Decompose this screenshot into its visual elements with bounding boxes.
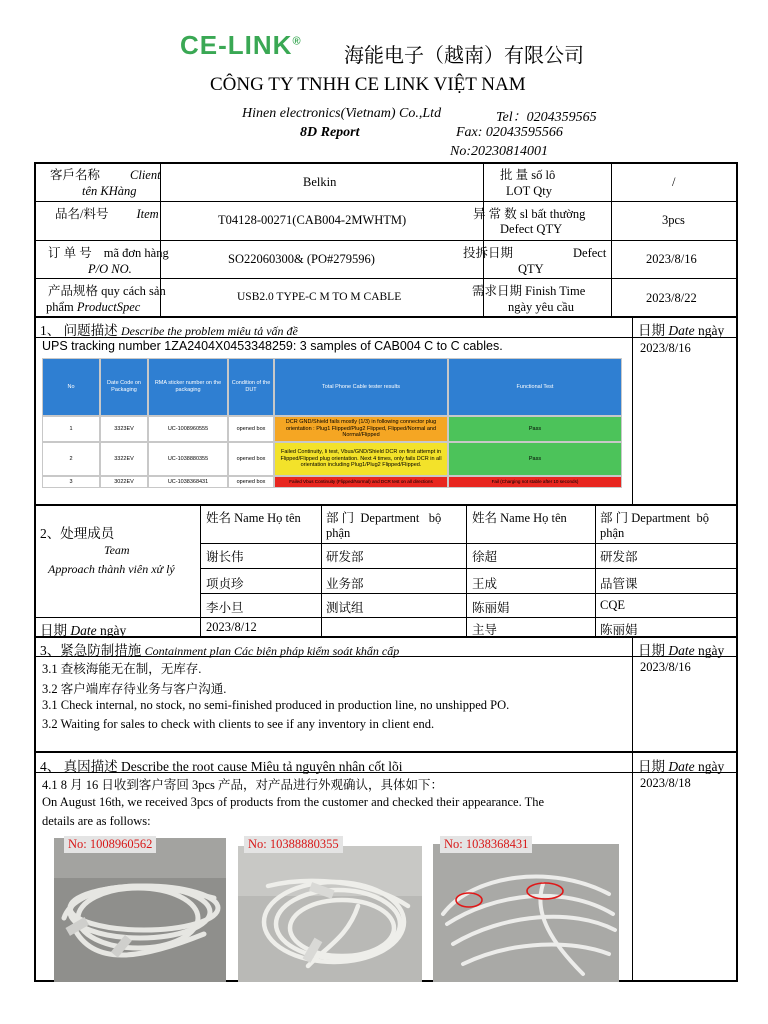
defect-qty-label: 异 常 数 sl bất thường <box>473 207 586 221</box>
finish-label: 需求日期 Finish Time <box>472 284 586 298</box>
member-dept: 研发部 <box>600 550 638 564</box>
table-cell: UC-1008960555 <box>148 416 228 442</box>
section-4-title: 4、 真因描述 Describe the root cause Miêu tả nguyên nhân cốt lõi <box>40 759 403 774</box>
table-cell: 3022EV <box>100 476 148 488</box>
team-label-vn: Approach thành viên xử lý <box>48 562 175 576</box>
member-dept: CQE <box>600 598 625 612</box>
section-2-date: 2023/8/12 <box>206 620 257 634</box>
cable-photo-3 <box>433 844 619 982</box>
company-name-en: Hinen electronics(Vietnam) Co.,Ltd <box>242 106 442 121</box>
table-cell: Fail (Charging not stable after 10 seconds) <box>448 476 622 488</box>
member-name: 陈丽娟 <box>472 601 510 615</box>
table-cell: 3322EV <box>100 442 148 476</box>
po-label-en: P/O NO. <box>88 262 132 276</box>
member-name: 王成 <box>472 577 498 591</box>
dept-header-2: 部 门 Department bộ <box>600 511 710 525</box>
table-cell: 3323EV <box>100 416 148 442</box>
company-name-vn: CÔNG TY TNHH CE LINK VIỆT NAM <box>210 74 526 95</box>
section-3-date-label: 日期 Date ngày <box>638 643 725 658</box>
table-cell: UC-1038880355 <box>148 442 228 476</box>
table-cell: Pass <box>448 442 622 476</box>
col-header-date-code: Date Code on Packaging <box>100 358 148 416</box>
problem-description: UPS tracking number 1ZA2404X0453348259: 3 samples of CAB004 C to C cables. <box>42 339 503 353</box>
report-number: No:20230814001 <box>450 144 548 159</box>
fax-number: Fax: 02043595566 <box>456 125 563 140</box>
dept-header-2-vn: phận <box>600 526 625 540</box>
client-label: 客戶名称 Client <box>50 168 161 182</box>
item-value: T04128-00271(CAB004-2MWHTM) <box>218 213 407 227</box>
defect-qty-value: 3pcs <box>662 213 685 227</box>
finish-value: 2023/8/22 <box>646 291 697 305</box>
table-cell: 2 <box>42 442 100 476</box>
table-cell: Failed Vbus Continuity (Flipped/Normal) and DCR test on all directions <box>274 476 448 488</box>
member-name: 项贞珍 <box>206 577 244 591</box>
leader-name: 陈丽娟 <box>600 623 638 637</box>
lot-label-en: LOT Qty <box>506 184 552 198</box>
col-header-functional-test: Functional Test <box>448 358 622 416</box>
leader-label: 主导 <box>472 623 498 637</box>
table-cell: opened box <box>228 476 274 488</box>
root-cause-line-1: 4.1 8 月 16 日收到客户寄回 3pcs 产品，对产品进行外观确认，具体如下： <box>42 778 444 792</box>
photo-3-label: No: 1038368431 <box>440 836 532 853</box>
member-name: 徐超 <box>472 550 498 564</box>
po-value: SO22060300& (PO#279596) <box>228 252 375 266</box>
section-3-date: 2023/8/16 <box>640 660 691 674</box>
root-cause-line-3: details are as follows: <box>42 814 151 828</box>
table-cell: 3 <box>42 476 100 488</box>
defect-date-label: 投拆日期 Defect <box>463 246 607 260</box>
defect-qty-label-en: Defect QTY <box>500 222 563 236</box>
table-cell: opened box <box>228 442 274 476</box>
section-4-date-label: 日期 Date ngày <box>638 759 725 774</box>
containment-line: 3.1 Check internal, no stock, no semi-finished produced in production line, no unshipped PO. <box>42 698 510 712</box>
test-results-table <box>42 358 622 488</box>
containment-line: 3.2 Waiting for sales to check with clients to see if any inventory in client end. <box>42 717 435 731</box>
member-name: 李小旦 <box>206 601 244 615</box>
table-cell: Failed Continuity, Ii test, Vbus/GND/Shield DCR on first attempt in Flipped/Flipped plug orientation. Next 4 times, only fails DCR in all orientation including Plug1/Plug2 Flipped/Flipped. <box>274 442 448 476</box>
spec-label: 产品规格 quy cách sản <box>48 284 166 298</box>
section-4-date: 2023/8/18 <box>640 776 691 790</box>
member-name: 谢长伟 <box>206 550 244 564</box>
finish-label-vn: ngày yêu cầu <box>508 300 574 314</box>
name-header-2: 姓名 Name Họ tên <box>472 511 567 525</box>
client-value: Belkin <box>303 175 337 189</box>
photo-2-label: No: 10388880355 <box>244 836 343 853</box>
table-cell: Pass <box>448 416 622 442</box>
cable-photo-1 <box>54 838 226 982</box>
table-cell: 1 <box>42 416 100 442</box>
root-cause-line-2: On August 16th, we received 3pcs of products from the customer and checked their appearance. The <box>42 795 545 809</box>
section-1-date-label: 日期 Date ngày <box>638 323 725 338</box>
defect-date-label-en2: QTY <box>518 262 544 276</box>
defect-date-value: 2023/8/16 <box>646 252 697 266</box>
spec-value: USB2.0 TYPE-C M TO M CABLE <box>237 291 402 303</box>
report-title: 8D Report <box>300 125 360 140</box>
lot-value: / <box>672 175 676 189</box>
containment-line: 3.1 查核海能无在制，无库存. <box>42 662 202 676</box>
member-dept: 测试组 <box>326 601 364 615</box>
section-3-title: 3、紧急防制措施 Containment plan Các biện pháp kiểm soát khẩn cấp <box>40 643 400 658</box>
tel-number: Tel：0204359565 <box>496 110 597 125</box>
member-dept: 业务部 <box>326 577 364 591</box>
member-dept: 研发部 <box>326 550 364 564</box>
lot-label: 批 量 số lô <box>500 168 556 182</box>
containment-line: 3.2 客户端库存待业务与客户沟通. <box>42 682 227 696</box>
dept-header-1: 部 门 Department bộ <box>326 511 442 525</box>
item-label: 品名/料号 Item <box>55 207 159 221</box>
client-label-vn: tên KHàng <box>82 184 137 198</box>
table-cell: opened box <box>228 416 274 442</box>
cable-photo-2 <box>238 846 422 982</box>
col-header-condition: Condition of the DUT <box>228 358 274 416</box>
po-label: 订 单 号 mã đơn hàng <box>48 246 169 260</box>
section-2-date-label: 日期 Date ngày <box>40 623 127 638</box>
section-2-title: 2、处理成员 <box>40 526 115 541</box>
name-header-1: 姓名 Name Họ tên <box>206 511 301 525</box>
col-header-rma: RMA sticker number on the packaging <box>148 358 228 416</box>
section-1-title: 1、 问题描述 Describe the problem miêu tả vấn đề <box>40 323 298 338</box>
team-label-en: Team <box>104 543 130 557</box>
table-cell: UC-1038368431 <box>148 476 228 488</box>
photo-1-label: No: 1008960562 <box>64 836 156 853</box>
ce-link-logo: CE-LINK® <box>180 30 302 60</box>
section-1-date: 2023/8/16 <box>640 341 691 355</box>
member-dept: 品管课 <box>600 577 638 591</box>
col-header-tester-results: Total Phone Cable tester results <box>274 358 448 416</box>
spec-label-2: phẩm ProductSpec <box>46 300 141 314</box>
company-name-cn: 海能电子（越南）有限公司 <box>344 43 584 67</box>
col-header-no: No <box>42 358 100 416</box>
dept-header-1-vn: phận <box>326 526 351 540</box>
table-cell: DCR GND/Shield fails mostly (1/3) in following connector plug orientation : Plug1 Flipped/Plug2 Flipped, Flipped/Normal and Normal/Flipped <box>274 416 448 442</box>
